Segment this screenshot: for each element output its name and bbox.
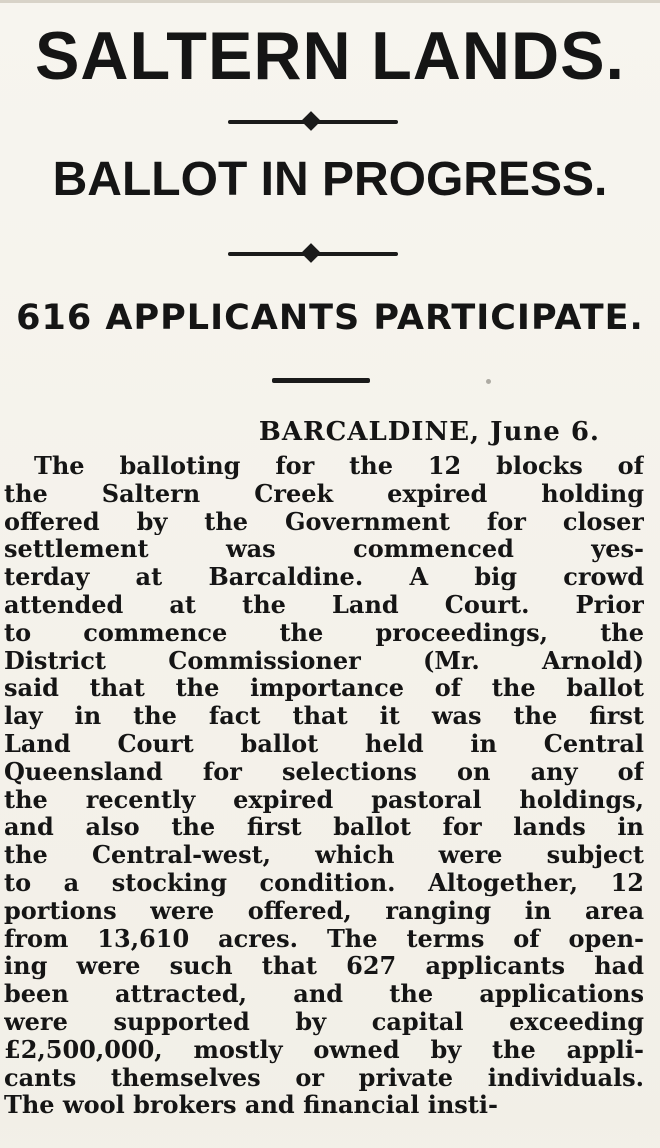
- top-edge-rule: [0, 0, 660, 3]
- ornamental-divider: [228, 110, 398, 134]
- article-line: the Saltern Creek expired holding: [4, 479, 644, 508]
- article-line: were supported by capital exceeding: [4, 1007, 644, 1036]
- article-line: The balloting for the 12 blocks of: [34, 452, 644, 480]
- article-line: been attracted, and the applications: [4, 980, 644, 1008]
- article-line: settlement was commenced yes-: [4, 535, 644, 564]
- dateline: BARCALDINE, June 6.: [258, 417, 600, 447]
- divider-diamond: [301, 243, 321, 263]
- short-rule: [272, 375, 370, 383]
- article-line: and also the first ballot for lands in: [4, 813, 644, 842]
- headline: SALTERN LANDS.: [34, 18, 626, 94]
- article-line: to a stocking condition. Altogether, 12: [4, 868, 644, 897]
- article-line: the Central-west, which were subject: [4, 841, 644, 869]
- article-line: lay in the fact that it was the first: [4, 702, 644, 730]
- article-line: £2,500,000, mostly owned by the appli-: [4, 1035, 644, 1064]
- article-line: ing were such that 627 applicants had: [4, 952, 644, 981]
- article-line: Queensland for selections on any of: [4, 757, 644, 786]
- bottom-edge-shade: [0, 1126, 660, 1148]
- article-line: portions were offered, ranging in area: [4, 896, 644, 925]
- rule-line: [272, 378, 370, 383]
- subheadline: BALLOT IN PROGRESS.: [52, 153, 608, 206]
- article-line: Land Court ballot held in Central: [4, 729, 644, 758]
- article-line: District Commissioner (Mr. Arnold): [4, 646, 644, 675]
- article-line: attended at the Land Court. Prior: [4, 590, 644, 619]
- divider-diamond: [301, 111, 321, 131]
- article-line: from 13,610 acres. The terms of open-: [4, 924, 644, 953]
- deck-headline: 616 APPLICANTS PARTICIPATE.: [16, 298, 644, 338]
- ink-speck: [486, 379, 491, 384]
- article-line: the recently expired pastoral holdings,: [4, 785, 644, 814]
- article-body: [4, 452, 644, 1119]
- article-line: said that the importance of the ballot: [4, 674, 644, 703]
- article-line-cut-off: The wool brokers and financial insti-: [4, 1091, 498, 1120]
- ornamental-divider: [228, 242, 398, 266]
- article-line: offered by the Government for closer: [4, 507, 644, 536]
- article-line: cants themselves or private individuals.: [4, 1063, 644, 1092]
- article-line: to commence the proceedings, the: [4, 618, 644, 647]
- article-line: terday at Barcaldine. A big crowd: [4, 563, 644, 591]
